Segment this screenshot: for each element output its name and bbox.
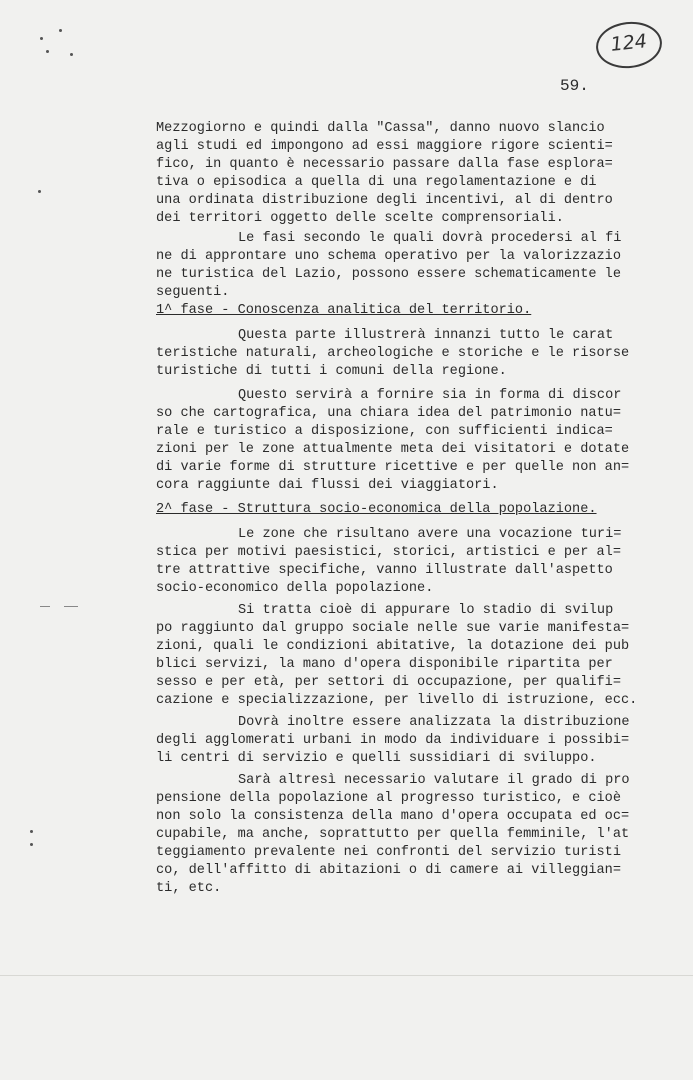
text-line: seguenti. [156, 285, 230, 300]
text-line: blici servizi, la mano d'opera disponibile ripartita per [156, 657, 613, 672]
section-heading-1: 1^ fase - Conoscenza analitica del territorio. [156, 303, 532, 318]
scan-speck [38, 190, 41, 193]
text-line: tiva o episodica a quella di una regolamentazione e di [156, 175, 597, 190]
text-line: fico, in quanto è necessario passare dalla fase esplora= [156, 157, 613, 172]
text-line: zioni per le zone attualmente meta dei visitatori e dotate [156, 442, 630, 457]
text-line: dei territori oggetto delle scelte comprensoriali. [156, 211, 564, 226]
text-line: ne turistica del Lazio, possono essere schematicamente le [156, 267, 621, 282]
text-line: Mezzogiorno e quindi dalla "Cassa", danno nuovo slancio [156, 121, 605, 136]
text-line: Dovrà inoltre essere analizzata la distribuzione [238, 715, 630, 730]
margin-mark [40, 606, 50, 607]
text-line: agli studi ed impongono ad essi maggiore rigore scienti= [156, 139, 613, 154]
text-line: di varie forme di strutture ricettive e per quelle non an= [156, 460, 630, 475]
text-line: so che cartografica, una chiara idea del patrimonio natu= [156, 406, 621, 421]
margin-mark [64, 606, 78, 607]
text-line: pensione della popolazione al progresso turistico, e cioè [156, 791, 621, 806]
scan-speck [40, 37, 43, 40]
text-line: cazione e specializzazione, per livello di istruzione, ecc. [156, 693, 638, 708]
text-line: stica per motivi paesistici, storici, artistici e per al= [156, 545, 621, 560]
scan-speck [30, 843, 33, 846]
text-line: cora raggiunte dai flussi dei viaggiatori. [156, 478, 499, 493]
text-line: rale e turistico a disposizione, con sufficienti indica= [156, 424, 613, 439]
text-line: zioni, quali le condizioni abitative, la dotazione dei pub [156, 639, 630, 654]
text-line: non solo la consistenza della mano d'opera occupata ed oc= [156, 809, 630, 824]
text-line: Le zone che risultano avere una vocazione turi= [238, 527, 622, 542]
section-heading-2: 2^ fase - Struttura socio-economica della popolazione. [156, 502, 597, 517]
scan-speck [59, 29, 62, 32]
text-line: cupabile, ma anche, soprattutto per quella femminile, l'at [156, 827, 630, 842]
text-line: li centri di servizio e quelli sussidiari di sviluppo. [156, 751, 597, 766]
text-line: Sarà altresì necessario valutare il grado di pro [238, 773, 630, 788]
text-line: sesso e per età, per settori di occupazione, per qualifi= [156, 675, 621, 690]
text-line: co, dell'affitto di abitazioni o di camere ai villeggian= [156, 863, 621, 878]
text-line: una ordinata distribuzione degli incentivi, al di dentro [156, 193, 613, 208]
text-line: Si tratta cioè di appurare lo stadio di svilup [238, 603, 614, 618]
scan-speck [30, 830, 33, 833]
page-fold [0, 975, 693, 976]
text-line: Questo servirà a fornire sia in forma di discor [238, 388, 622, 403]
archive-stamp [594, 19, 664, 72]
page-number: 59. [560, 77, 589, 95]
scan-speck [46, 50, 49, 53]
text-line: ne di approntare uno schema operativo per la valorizzazio [156, 249, 621, 264]
text-line: turistiche di tutti i comuni della regione. [156, 364, 507, 379]
text-line: Questa parte illustrerà innanzi tutto le carat [238, 328, 614, 343]
text-line: po raggiunto dal gruppo sociale nelle sue varie manifesta= [156, 621, 630, 636]
text-line: teristiche naturali, archeologiche e storiche e le risorse [156, 346, 630, 361]
scan-speck [70, 53, 73, 56]
text-line: tre attrattive specifiche, vanno illustrate dall'aspetto [156, 563, 613, 578]
text-line: degli agglomerati urbani in modo da individuare i possibi= [156, 733, 630, 748]
text-line: socio-economico della popolazione. [156, 581, 434, 596]
stamp-number: 124 [609, 30, 648, 56]
text-line: Le fasi secondo le quali dovrà procedersi al fi [238, 231, 622, 246]
text-line: teggiamento prevalente nei confronti del servizio turisti [156, 845, 621, 860]
text-line: ti, etc. [156, 881, 222, 896]
